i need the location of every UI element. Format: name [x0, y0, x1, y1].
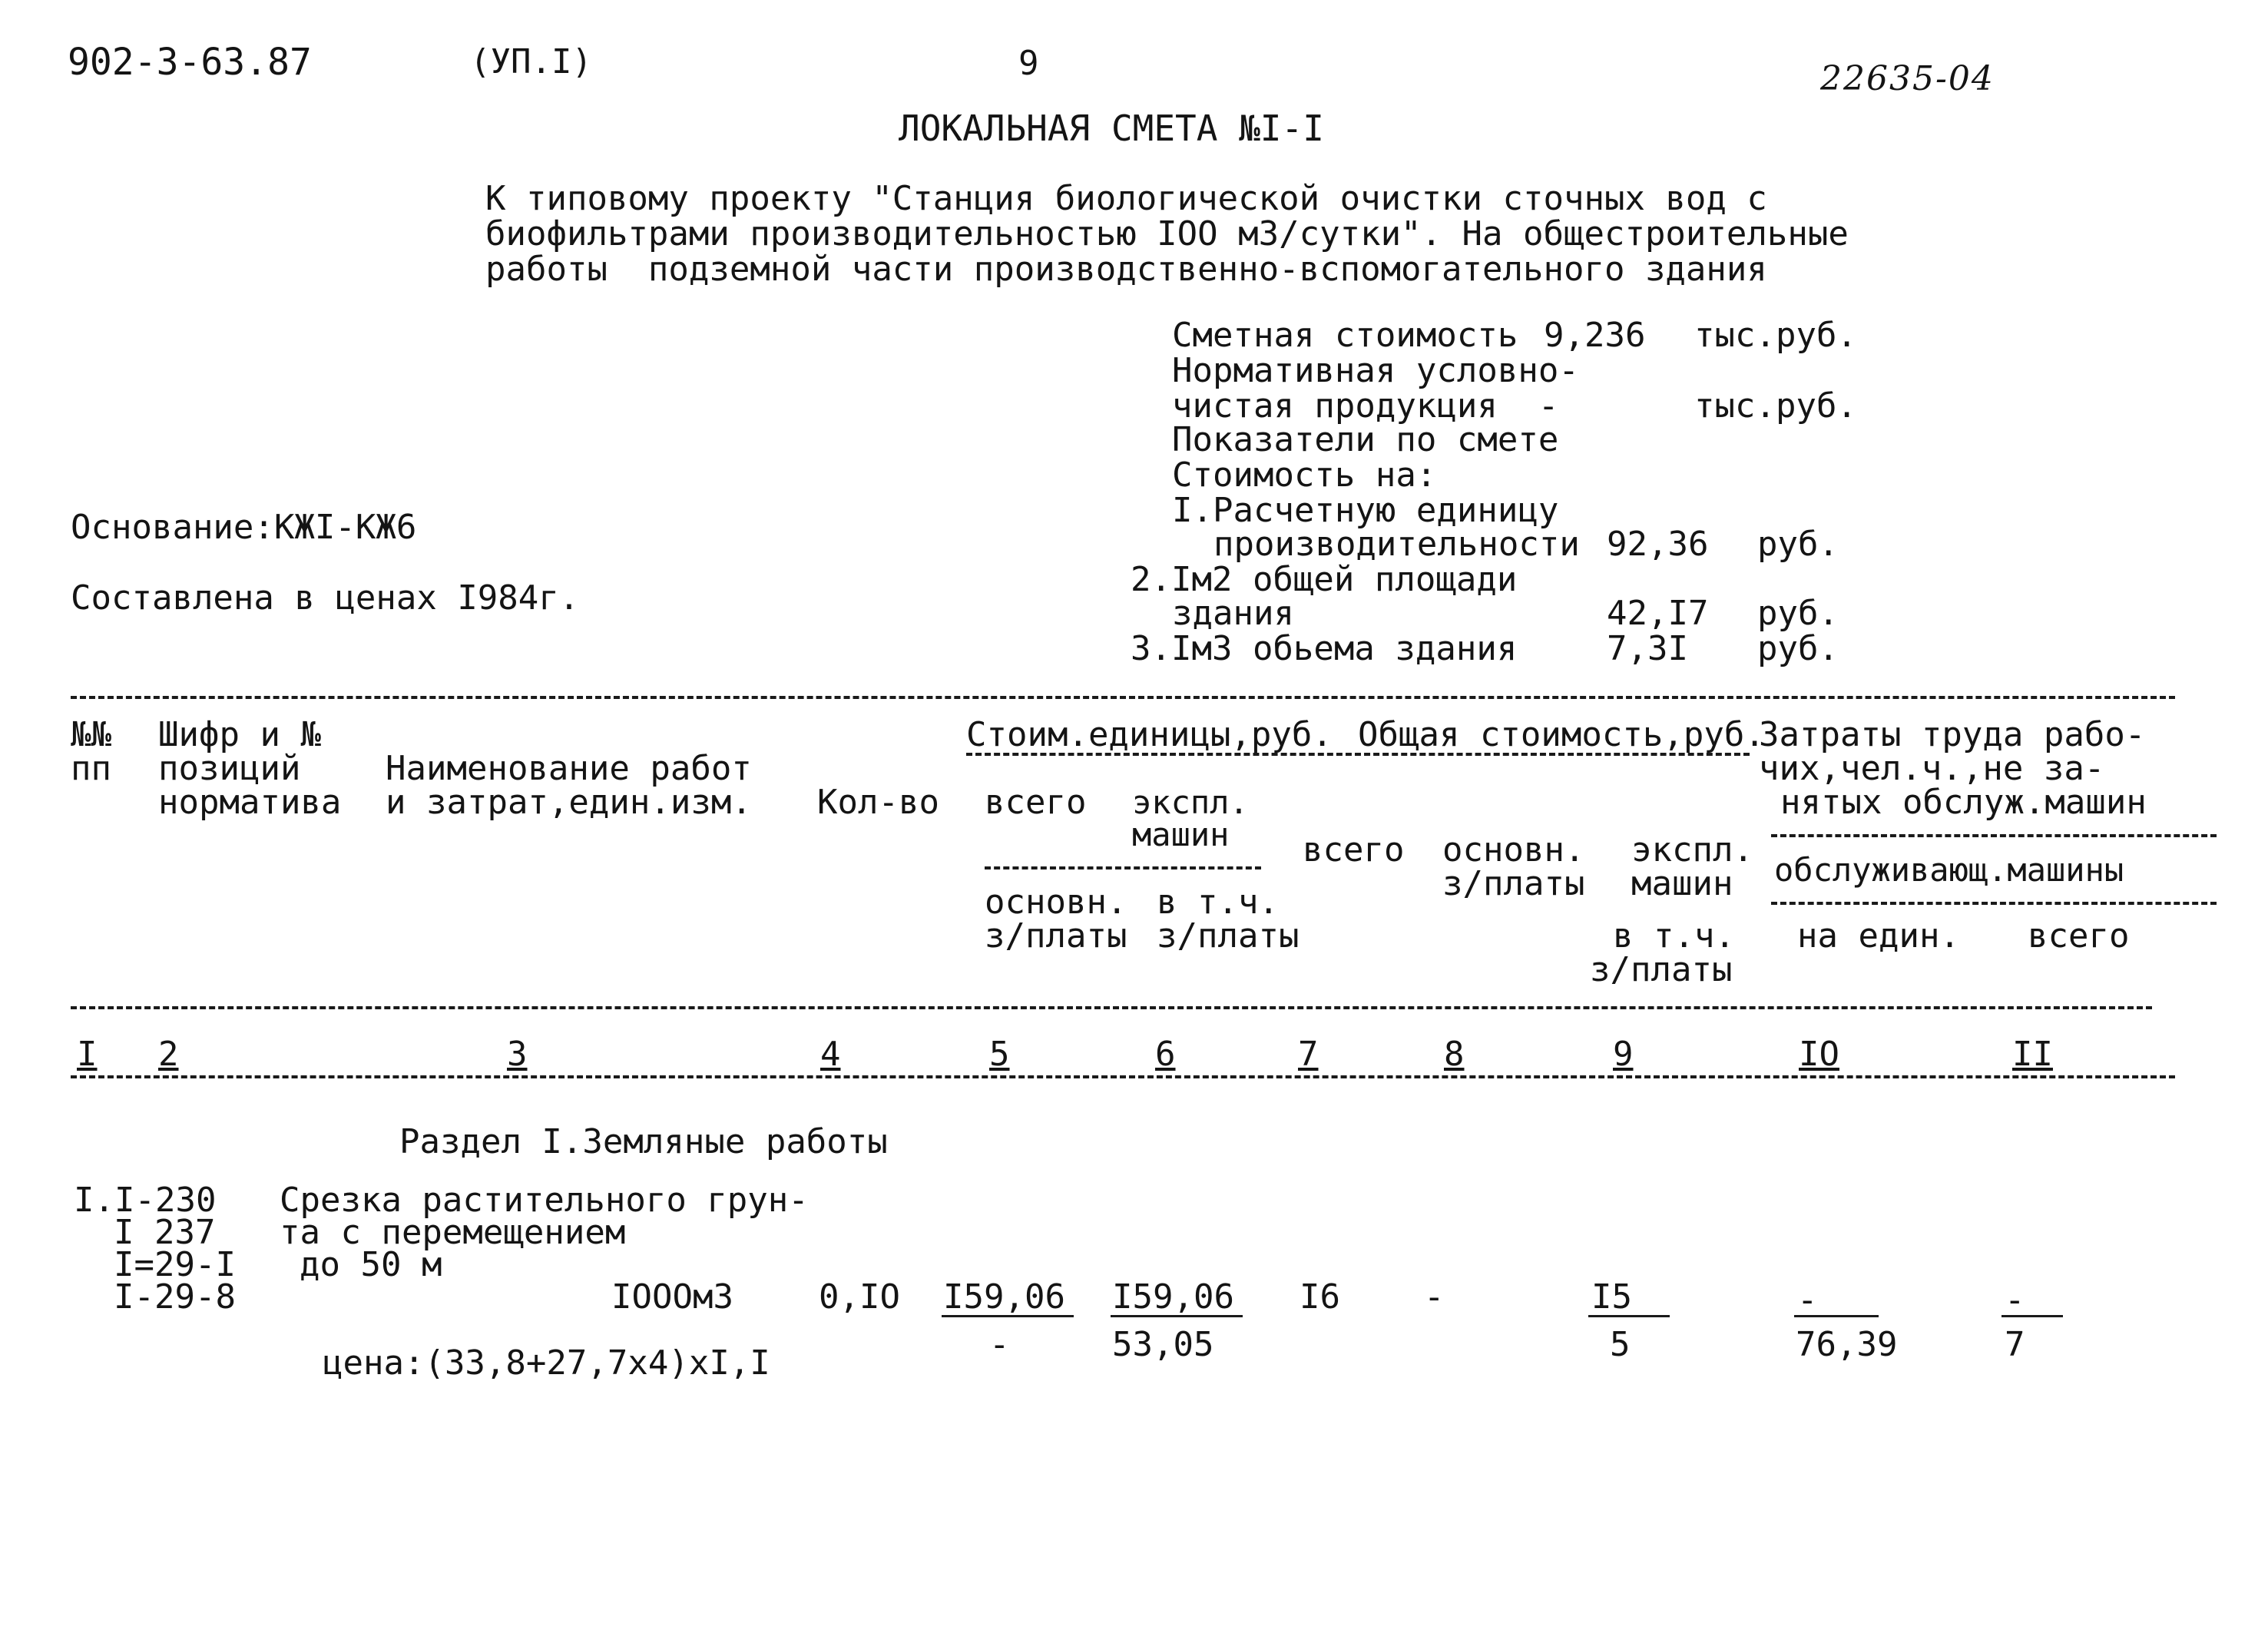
cost-unit: тыс.руб. — [1694, 316, 1857, 355]
indicator-1-line-1: I.Расчетную единицу — [1172, 491, 1559, 530]
col1-header-l2: пп — [71, 749, 111, 788]
indicator-3-unit: руб. — [1757, 629, 1839, 668]
col5-top-header: всего — [985, 783, 1087, 822]
row-total: I6 — [1300, 1277, 1340, 1317]
col6-top-header-l1: экспл. — [1132, 783, 1249, 821]
colnum-1: I — [77, 1035, 98, 1074]
col11-header: всего — [2028, 916, 2130, 956]
row-qty: 0,IO — [819, 1277, 900, 1317]
cost-label: Сметная стоимость — [1172, 316, 1518, 355]
colnum-2: 2 — [158, 1035, 179, 1074]
subtitle-line-2: биофильтрами производительностью IOO м3/сутки". На общестроительные — [485, 214, 1849, 253]
indicator-3-label: 3.Iм3 обьема здания — [1131, 629, 1518, 668]
table-top-rule — [71, 696, 2175, 699]
col6-bot-header-l1: в т.ч. — [1157, 883, 1279, 922]
colnum-5: 5 — [989, 1035, 1010, 1074]
col6-bot-header-l2: з/платы — [1157, 916, 1300, 956]
cost-value: 9,236 — [1544, 316, 1646, 355]
row-unit-machines-underline — [1111, 1315, 1243, 1317]
labor-sub-header: обслуживающ.машины — [1774, 851, 2124, 889]
colnum-10: IO — [1799, 1035, 1839, 1074]
indicator-1-value: 92,36 — [1607, 525, 1709, 564]
row-price-formula: цена:(33,8+27,7x4)xI,I — [323, 1343, 770, 1383]
document-title: ЛОКАЛЬНАЯ СМЕТА №I-I — [899, 108, 1324, 149]
indicator-1-line-2: производительности — [1213, 525, 1580, 564]
row-machine-wage: 5 — [1610, 1325, 1631, 1364]
group-labor-l3: нятых обслуж.машин — [1780, 783, 2147, 822]
project-code: 902-3-63.87 — [68, 41, 312, 84]
indicators-label: Показатели по смете — [1172, 420, 1559, 459]
normative-line-1: Нормативная условно- — [1172, 351, 1579, 390]
group-total-cost: Общая стоимость,руб. — [1358, 715, 1765, 754]
colnum-11: II — [2012, 1035, 2053, 1074]
row-code-4: I-29-8 — [114, 1277, 236, 1317]
indicator-2-line-1: 2.Iм2 общей площади — [1131, 560, 1518, 599]
col8-header-l1: основн. — [1442, 830, 1585, 869]
indicator-3-value: 7,3I — [1607, 629, 1688, 668]
col4-header: Кол-во — [817, 783, 939, 822]
col3-header-l1: Наименование работ — [386, 749, 752, 788]
row-labor-unit-underline — [1794, 1315, 1879, 1317]
row-machines: I5 — [1591, 1277, 1632, 1317]
row-name-line-1: Срезка растительного грун- — [280, 1181, 809, 1220]
indicator-1-unit: руб. — [1757, 525, 1839, 564]
colnum-9: 9 — [1613, 1035, 1634, 1074]
col5-bot-header-l2: з/платы — [985, 916, 1127, 956]
row-labor-total: - — [2005, 1280, 2025, 1320]
row-code-2: I 237 — [114, 1213, 216, 1252]
row-code-3: I=29-I — [114, 1245, 236, 1284]
col9-header-l1: экспл. — [1631, 830, 1753, 869]
row-code-1: I.I-230 — [74, 1181, 217, 1220]
group-sub-rule — [966, 753, 1750, 756]
group-labor-l1: Затраты труда рабо- — [1759, 715, 2146, 754]
labor-sub-rule-2 — [1771, 902, 2217, 905]
col9-bot-header-l1: в т.ч. — [1613, 916, 1735, 956]
normative-line-2: чистая продукция - — [1172, 386, 1559, 426]
colnum-3: 3 — [507, 1035, 528, 1074]
row-unit-machine-wage: 53,05 — [1112, 1325, 1214, 1364]
row-unit-total-underline — [942, 1315, 1074, 1317]
group-unit-cost: Стоим.единицы,руб. — [966, 715, 1333, 754]
col1-header-l1: №№ — [71, 715, 111, 754]
row-basic-wage: - — [1424, 1277, 1445, 1317]
colnum-4: 4 — [820, 1035, 841, 1074]
row-labor-unit-2: 76,39 — [1796, 1325, 1898, 1364]
row-unit: IOOOм3 — [611, 1277, 733, 1317]
normative-unit: тыс.руб. — [1694, 386, 1857, 426]
colnum-rule — [71, 1075, 2175, 1078]
handwritten-number: 22635-04 — [1820, 59, 1995, 98]
row-unit-total: I59,06 — [943, 1277, 1065, 1317]
row-unit-machines: I59,06 — [1112, 1277, 1234, 1317]
colnum-6: 6 — [1155, 1035, 1176, 1074]
subtitle-line-3: работы подземной части производственно-вспомогательного здания — [485, 250, 1767, 289]
section-title: Раздел I.Земляные работы — [399, 1122, 888, 1161]
group-labor-l2: чих,чел.ч.,не за- — [1759, 749, 2105, 788]
indicator-2-line-2: здания — [1172, 594, 1294, 633]
row-machines-underline — [1588, 1315, 1670, 1317]
row-name-line-2: та с перемещением — [280, 1213, 626, 1252]
cost-on-label: Стоимость на: — [1172, 455, 1437, 495]
unit-cost-sub-rule — [985, 866, 1261, 869]
col2-header-l3: норматива — [158, 783, 342, 822]
col10-header: на един. — [1797, 916, 1960, 956]
header-bottom-rule — [71, 1006, 2152, 1009]
row-labor-total-underline — [2001, 1315, 2063, 1317]
col6-top-header-l2: машин — [1132, 816, 1230, 853]
colnum-7: 7 — [1298, 1035, 1319, 1074]
row-labor-total-2: 7 — [2005, 1325, 2025, 1364]
page-number: 9 — [1018, 44, 1039, 83]
colnum-8: 8 — [1444, 1035, 1465, 1074]
col5-bot-header-l1: основн. — [985, 883, 1127, 922]
col2-header-l2: позиций — [158, 749, 301, 788]
row-labor-unit: - — [1797, 1280, 1818, 1320]
album-label: (УП.I) — [470, 42, 592, 81]
row-name-line-3: до 50 м — [300, 1245, 442, 1284]
col3-header-l2: и затрат,един.изм. — [386, 783, 752, 822]
col2-header-l1: Шифр и № — [158, 715, 321, 754]
col8-header-l2: з/платы — [1442, 864, 1585, 903]
indicator-2-value: 42,I7 — [1607, 594, 1709, 633]
col9-bot-header-l2: з/платы — [1590, 950, 1733, 989]
prices-label: Составлена в ценах I984г. — [71, 578, 580, 618]
subtitle-line-1: К типовому проекту "Станция биологической очистки сточных вод с — [485, 179, 1767, 218]
basis-label: Основание:КЖI-КЖ6 — [71, 508, 417, 547]
row-unit-basic-wage: - — [989, 1325, 1010, 1364]
col7-header: всего — [1303, 830, 1405, 869]
col9-header-l2: машин — [1631, 864, 1733, 903]
labor-sub-rule-1 — [1771, 834, 2217, 837]
indicator-2-unit: руб. — [1757, 594, 1839, 633]
